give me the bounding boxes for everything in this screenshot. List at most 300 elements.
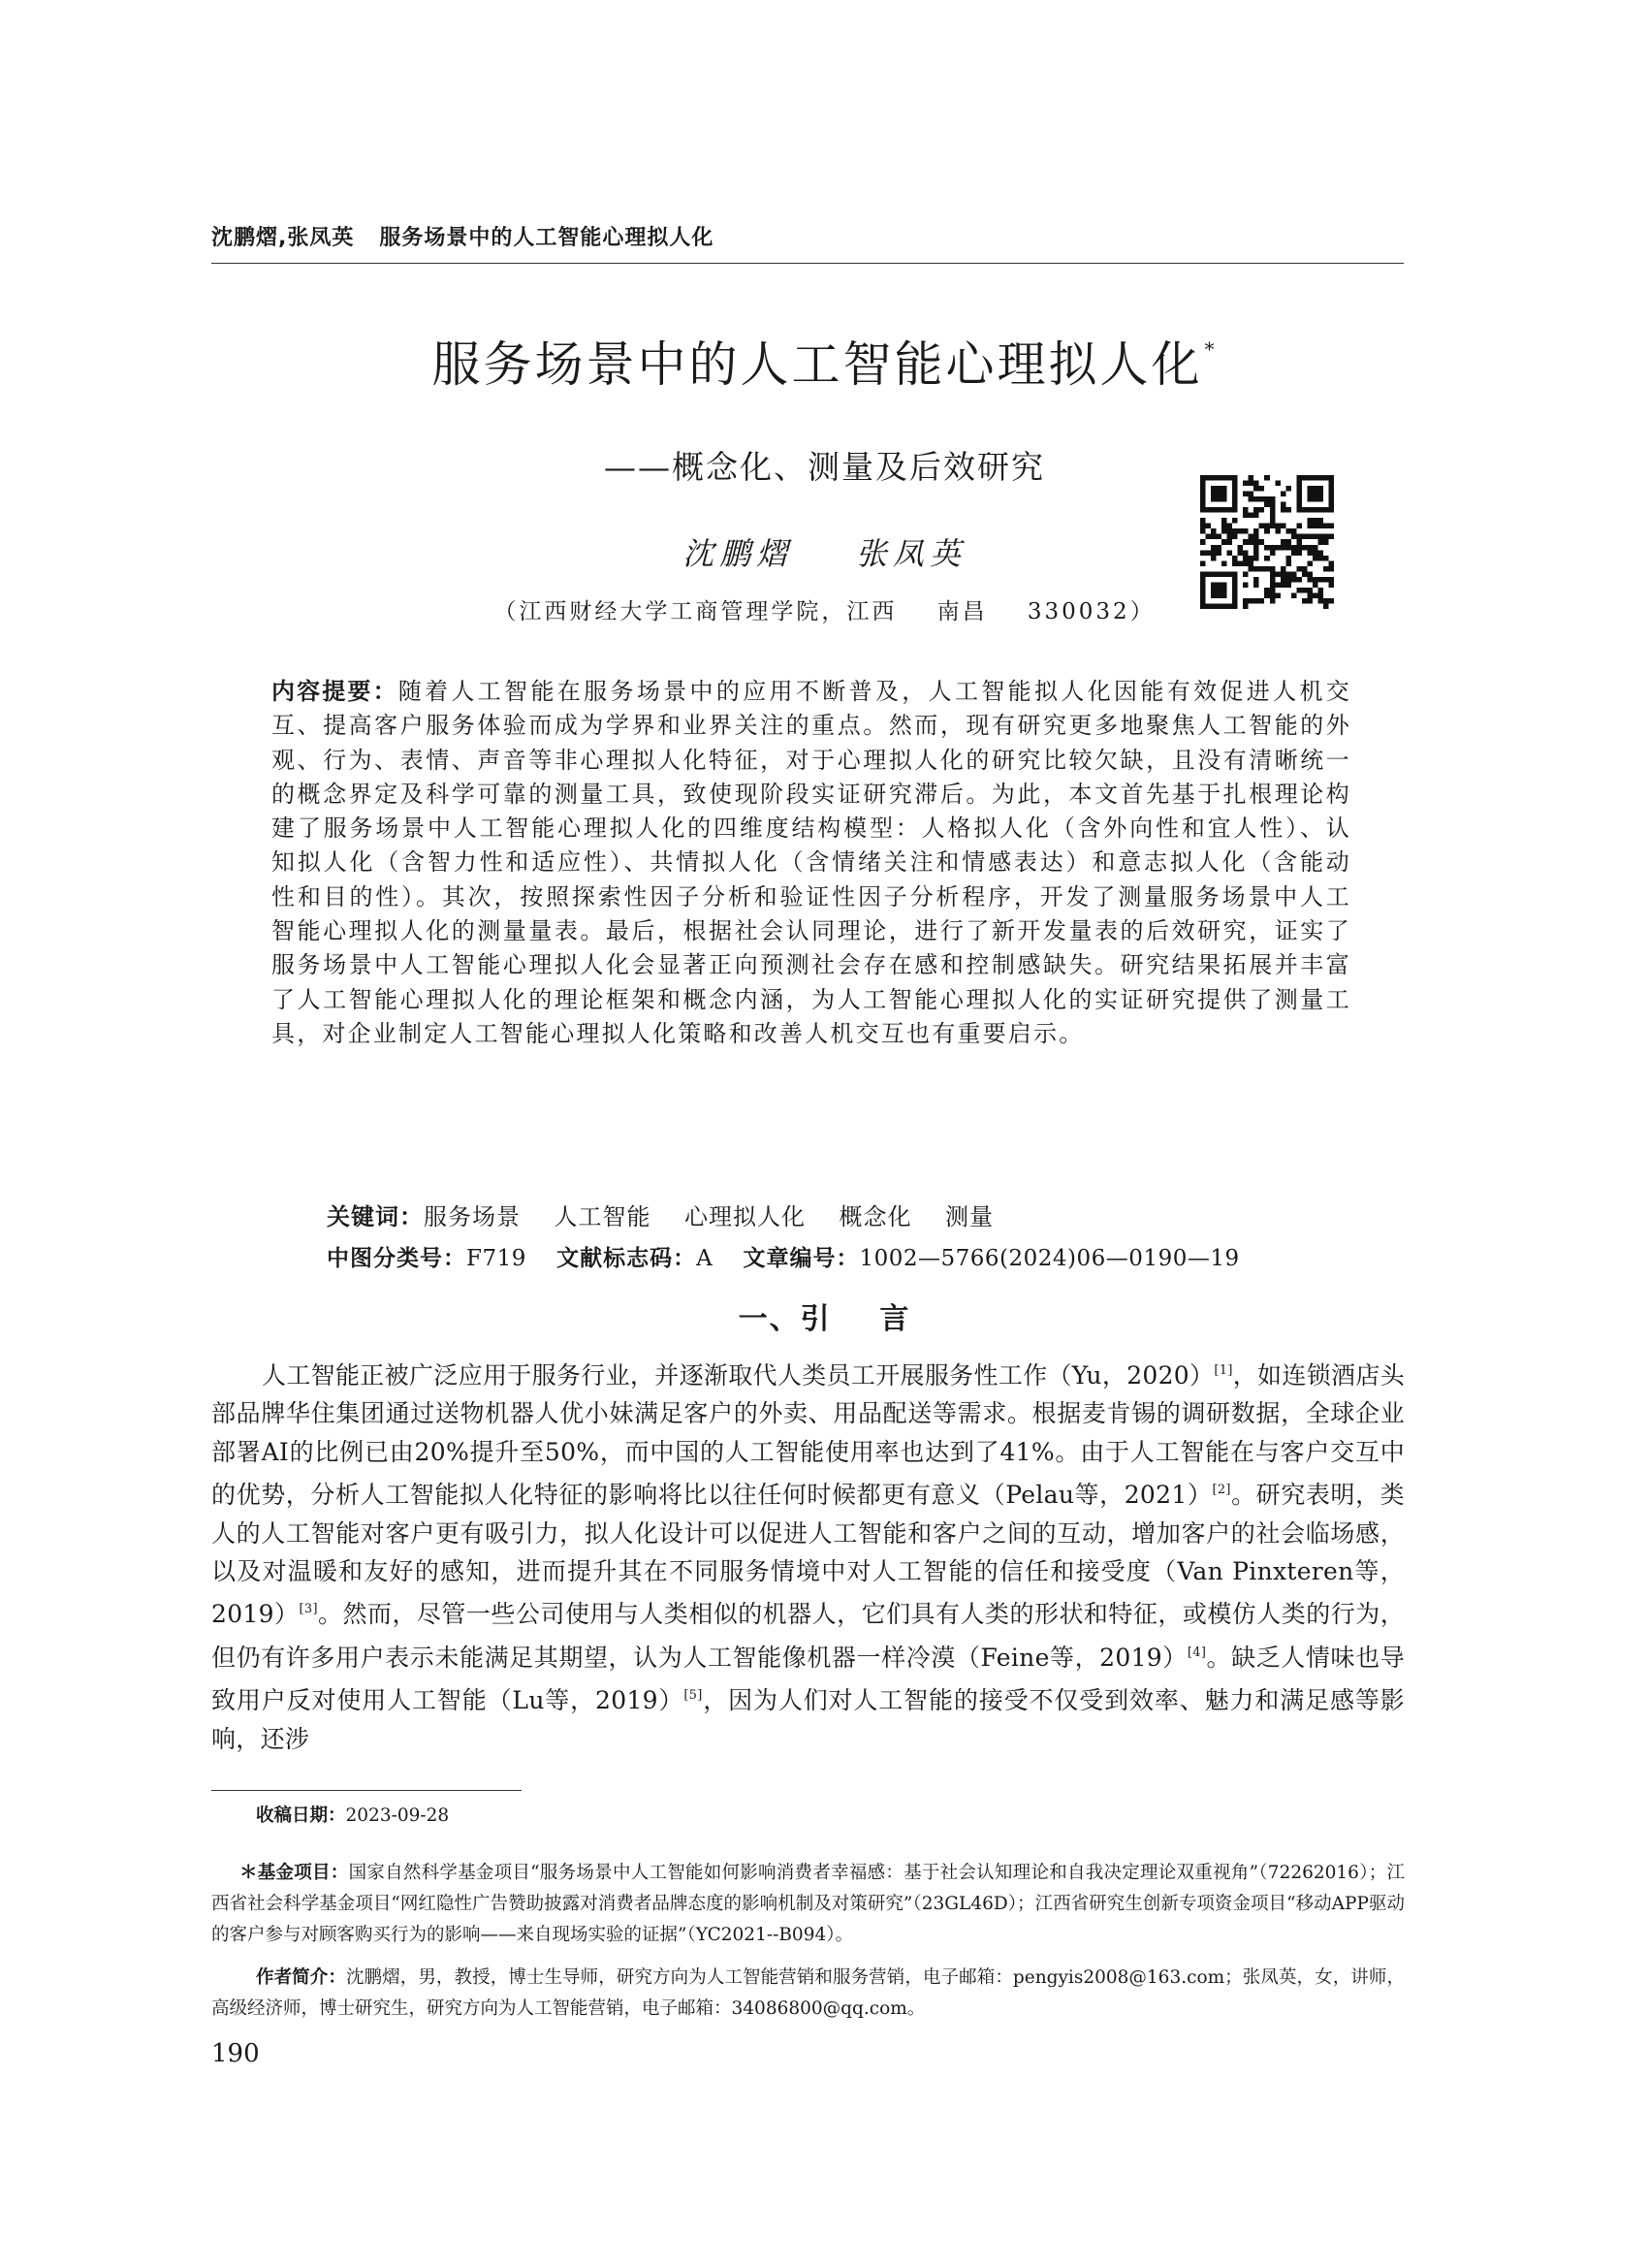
qr-module — [1296, 524, 1302, 529]
qr-module — [1243, 560, 1249, 566]
body-text-segment: 。研究表明，类人的人工智能对客户更有吸引力，拟人化设计可以促进人工智能和客户之间的互动，增加客户的社会临场感，以及对温暖和友好的感知，进而提升其在不同服务情境中对人工智能的信任和接受度（Van Pinxteren等，2019） — [211, 1481, 1405, 1629]
body-paragraph — [211, 1352, 1405, 1758]
qr-module — [1253, 513, 1259, 519]
qr-module — [1253, 556, 1259, 561]
clc-label: 中图分类号： — [327, 1246, 466, 1271]
qr-module — [1200, 577, 1206, 583]
qr-module — [1307, 545, 1313, 551]
qr-module — [1232, 528, 1238, 534]
qr-module — [1313, 582, 1318, 588]
qr-module — [1296, 502, 1302, 508]
qr-module — [1307, 475, 1313, 481]
qr-module — [1264, 502, 1270, 508]
qr-module — [1249, 560, 1254, 566]
qr-module — [1285, 577, 1291, 583]
qr-module — [1285, 571, 1291, 577]
qr-module — [1296, 588, 1302, 593]
qr-module — [1243, 513, 1249, 519]
qr-module — [1211, 486, 1217, 492]
qr-module — [1249, 539, 1254, 545]
qr-module — [1270, 577, 1276, 583]
qr-module — [1211, 545, 1217, 551]
qr-module — [1206, 571, 1212, 577]
qr-module — [1307, 592, 1313, 598]
qr-module — [1249, 496, 1254, 502]
qr-module — [1307, 560, 1313, 566]
qr-module — [1206, 507, 1212, 513]
qr-module — [1313, 545, 1318, 551]
qr-module — [1227, 539, 1233, 545]
qr-module — [1275, 571, 1281, 577]
qr-module — [1270, 566, 1276, 572]
received-date-note — [211, 1801, 1405, 1832]
clc-value: F719 — [466, 1246, 526, 1271]
qr-module — [1328, 534, 1334, 540]
qr-module — [1296, 539, 1302, 545]
paper-subtitle: ——概念化、测量及后效研究 — [604, 448, 1045, 486]
qr-module — [1243, 528, 1249, 534]
qr-module — [1200, 582, 1206, 588]
qr-module — [1296, 577, 1302, 583]
qr-module — [1211, 528, 1217, 534]
qr-module — [1307, 588, 1313, 593]
qr-module — [1253, 481, 1259, 487]
qr-module — [1296, 550, 1302, 556]
citation-ref[interactable]: [1] — [1214, 1363, 1233, 1378]
qr-module — [1264, 524, 1270, 529]
qr-module — [1217, 496, 1222, 502]
qr-module — [1275, 481, 1281, 487]
qr-module — [1253, 545, 1259, 551]
qr-module — [1211, 592, 1217, 598]
qr-module — [1221, 528, 1227, 534]
qr-module — [1200, 528, 1206, 534]
qr-module — [1259, 524, 1265, 529]
funding-note — [211, 1858, 1405, 1951]
qr-module — [1275, 592, 1281, 598]
qr-module — [1232, 560, 1238, 566]
qr-module — [1302, 534, 1308, 540]
qr-module — [1227, 507, 1233, 513]
qr-module — [1307, 496, 1313, 502]
body-text-segment: 人工智能正被广泛应用于服务行业，并逐渐取代人类员工开展服务性工作（Yu，2020） — [262, 1361, 1215, 1390]
title-footnote-mark: * — [1204, 337, 1218, 361]
qr-module — [1285, 539, 1291, 545]
qr-module — [1323, 598, 1329, 604]
qr-module — [1281, 545, 1286, 551]
qr-module — [1317, 524, 1323, 529]
author-bio-label: 作者简介： — [256, 1967, 346, 1988]
qr-module — [1221, 603, 1227, 609]
author-bio-text: 沈鹏熠，男，教授，博士生导师，研究方向为人工智能营销和服务营销，电子邮箱：pengyis2008@163.com；张凤英，女，讲师，高级经济师，博士研究生，研究方向为人工智能营销，电子邮箱：34086800@qq.com。 — [211, 1967, 1405, 2019]
qr-module — [1328, 492, 1334, 497]
qr-module — [1328, 486, 1334, 492]
qr-module — [1232, 507, 1238, 513]
qr-module — [1285, 507, 1291, 513]
qr-module — [1232, 603, 1238, 609]
qr-module — [1249, 492, 1254, 497]
qr-module — [1270, 513, 1276, 519]
qr-module — [1313, 556, 1318, 561]
qr-module — [1221, 560, 1227, 566]
qr-module — [1328, 524, 1334, 529]
qr-module — [1313, 518, 1318, 524]
qr-module — [1249, 513, 1254, 519]
qr-module — [1221, 539, 1227, 545]
qr-module — [1200, 592, 1206, 598]
qr-module — [1227, 475, 1233, 481]
qr-module — [1217, 550, 1222, 556]
article-number-label: 文章编号： — [743, 1246, 860, 1271]
qr-module — [1206, 524, 1212, 529]
qr-module — [1200, 598, 1206, 604]
qr-module — [1232, 492, 1238, 497]
qr-module — [1307, 524, 1313, 529]
qr-module — [1243, 481, 1249, 487]
qr-module — [1227, 550, 1233, 556]
doc-code-value: A — [696, 1246, 714, 1271]
qr-module — [1302, 588, 1308, 593]
classification-line — [327, 1240, 1240, 1272]
page-number: 190 — [211, 2039, 260, 2068]
qr-module — [1323, 539, 1329, 545]
qr-module — [1238, 550, 1244, 556]
qr-module — [1243, 571, 1249, 577]
qr-module — [1200, 507, 1206, 513]
qr-module — [1200, 475, 1206, 481]
qr-code-icon[interactable] — [1200, 475, 1334, 609]
qr-module — [1243, 492, 1249, 497]
qr-module — [1328, 496, 1334, 502]
qr-module — [1323, 524, 1329, 529]
affiliation: （江西财经大学工商管理学院，江西 南昌 330032） — [493, 599, 1156, 624]
qr-module — [1302, 571, 1308, 577]
paper-title — [0, 326, 1649, 396]
qr-module — [1227, 534, 1233, 540]
qr-module — [1270, 550, 1276, 556]
qr-module — [1275, 582, 1281, 588]
qr-module — [1200, 518, 1206, 524]
qr-module — [1281, 524, 1286, 529]
qr-module — [1200, 539, 1206, 545]
qr-module — [1328, 566, 1334, 572]
qr-module — [1307, 534, 1313, 540]
qr-module — [1281, 566, 1286, 572]
qr-module — [1243, 598, 1249, 604]
qr-module — [1270, 598, 1276, 604]
qr-module — [1302, 598, 1308, 604]
qr-module — [1232, 481, 1238, 487]
qr-module — [1221, 571, 1227, 577]
qr-module — [1275, 528, 1281, 534]
qr-module — [1217, 592, 1222, 598]
qr-module — [1232, 496, 1238, 502]
qr-module — [1232, 518, 1238, 524]
qr-module — [1211, 507, 1217, 513]
qr-module — [1253, 534, 1259, 540]
qr-module — [1307, 598, 1313, 604]
qr-module — [1206, 550, 1212, 556]
body-text-segment: 。缺乏人情味也导致用户反对使用人工智能（Lu等，2019） — [211, 1643, 1405, 1715]
qr-module — [1285, 545, 1291, 551]
qr-module — [1291, 545, 1297, 551]
received-date-value: 2023-09-28 — [345, 1805, 450, 1826]
qr-module — [1317, 492, 1323, 497]
qr-module — [1296, 475, 1302, 481]
qr-module — [1253, 486, 1259, 492]
qr-module — [1232, 534, 1238, 540]
qr-module — [1313, 524, 1318, 529]
qr-module — [1243, 582, 1249, 588]
qr-module — [1221, 592, 1227, 598]
qr-module — [1200, 481, 1206, 487]
abstract-label: 内容提要： — [271, 678, 398, 705]
citation-ref[interactable]: [3] — [299, 1602, 318, 1617]
qr-module — [1317, 507, 1323, 513]
qr-module — [1217, 603, 1222, 609]
qr-module — [1307, 550, 1313, 556]
qr-code-graphic — [1200, 475, 1334, 609]
qr-module — [1317, 486, 1323, 492]
footnote-divider — [211, 1790, 522, 1791]
citation-ref[interactable]: [2] — [1212, 1483, 1231, 1498]
qr-module — [1307, 518, 1313, 524]
qr-module — [1259, 598, 1265, 604]
qr-module — [1217, 588, 1222, 593]
qr-module — [1281, 492, 1286, 497]
abstract — [271, 675, 1351, 1051]
qr-module — [1200, 571, 1206, 577]
author-bio-note — [211, 1963, 1405, 2025]
qr-module — [1328, 475, 1334, 481]
qr-module — [1328, 507, 1334, 513]
qr-module — [1275, 524, 1281, 529]
qr-module — [1313, 592, 1318, 598]
qr-module — [1217, 582, 1222, 588]
qr-module — [1313, 534, 1318, 540]
qr-module — [1285, 486, 1291, 492]
qr-module — [1313, 486, 1318, 492]
qr-module — [1270, 588, 1276, 593]
qr-module — [1259, 496, 1265, 502]
qr-module — [1328, 582, 1334, 588]
author-names: 沈鹏熠 张凤英 — [682, 535, 967, 572]
doc-code-label: 文献标志码： — [556, 1246, 697, 1271]
qr-module — [1323, 534, 1329, 540]
qr-module — [1317, 534, 1323, 540]
qr-module — [1221, 507, 1227, 513]
qr-module — [1270, 518, 1276, 524]
qr-module — [1243, 507, 1249, 513]
qr-module — [1253, 528, 1259, 534]
qr-module — [1243, 603, 1249, 609]
qr-module — [1313, 550, 1318, 556]
qr-module — [1296, 534, 1302, 540]
qr-module — [1221, 475, 1227, 481]
keywords-text: 服务场景 人工智能 心理拟人化 概念化 测量 — [424, 1203, 995, 1230]
running-head-title: 服务场景中的人工智能心理拟人化 — [379, 226, 714, 250]
qr-module — [1270, 507, 1276, 513]
qr-module — [1302, 507, 1308, 513]
qr-module — [1307, 577, 1313, 583]
paper-title-text: 服务场景中的人工智能心理拟人化 — [431, 336, 1203, 393]
qr-module — [1211, 582, 1217, 588]
qr-module — [1285, 556, 1291, 561]
qr-module — [1313, 496, 1318, 502]
qr-module — [1323, 475, 1329, 481]
qr-module — [1264, 496, 1270, 502]
qr-module — [1221, 582, 1227, 588]
qr-module — [1307, 571, 1313, 577]
qr-module — [1307, 486, 1313, 492]
qr-module — [1200, 588, 1206, 593]
qr-module — [1317, 550, 1323, 556]
qr-module — [1206, 603, 1212, 609]
qr-module — [1249, 566, 1254, 572]
qr-module — [1291, 534, 1297, 540]
qr-module — [1243, 539, 1249, 545]
qr-module — [1211, 550, 1217, 556]
qr-module — [1200, 524, 1206, 529]
qr-module — [1232, 502, 1238, 508]
qr-module — [1328, 560, 1334, 566]
qr-module — [1232, 571, 1238, 577]
qr-module — [1259, 539, 1265, 545]
qr-module — [1328, 598, 1334, 604]
qr-module — [1211, 571, 1217, 577]
qr-module — [1221, 524, 1227, 529]
qr-module — [1323, 566, 1329, 572]
qr-module — [1232, 486, 1238, 492]
qr-module — [1317, 518, 1323, 524]
qr-module — [1217, 475, 1222, 481]
qr-module — [1296, 545, 1302, 551]
qr-module — [1217, 545, 1222, 551]
qr-module — [1264, 528, 1270, 534]
qr-module — [1249, 534, 1254, 540]
qr-module — [1232, 588, 1238, 593]
qr-module — [1206, 475, 1212, 481]
qr-module — [1313, 507, 1318, 513]
qr-module — [1270, 524, 1276, 529]
qr-module — [1317, 475, 1323, 481]
qr-module — [1281, 539, 1286, 545]
qr-module — [1227, 528, 1233, 534]
qr-module — [1227, 571, 1233, 577]
qr-module — [1328, 577, 1334, 583]
qr-module — [1264, 556, 1270, 561]
qr-module — [1270, 545, 1276, 551]
qr-module — [1200, 502, 1206, 508]
qr-module — [1313, 492, 1318, 497]
qr-module — [1285, 560, 1291, 566]
qr-module — [1238, 560, 1244, 566]
qr-module — [1253, 550, 1259, 556]
running-head-authors: 沈鹏熠,张凤英 — [211, 226, 355, 250]
citation-ref[interactable]: [5] — [683, 1688, 703, 1704]
qr-module — [1307, 507, 1313, 513]
qr-module — [1291, 528, 1297, 534]
qr-module — [1232, 598, 1238, 604]
qr-module — [1317, 496, 1323, 502]
qr-module — [1281, 577, 1286, 583]
qr-module — [1328, 481, 1334, 487]
qr-module — [1323, 507, 1329, 513]
qr-module — [1317, 598, 1323, 604]
qr-module — [1281, 571, 1286, 577]
qr-module — [1281, 507, 1286, 513]
qr-module — [1291, 577, 1297, 583]
qr-module — [1264, 588, 1270, 593]
qr-module — [1302, 545, 1308, 551]
qr-module — [1243, 550, 1249, 556]
qr-module — [1317, 556, 1323, 561]
running-head — [211, 221, 714, 251]
funding-text: 国家自然科学基金项目“服务场景中人工智能如何影响消费者幸福感：基于社会认知理论和自我决定理论双重视角”（72262016）；江西省社会科学基金项目“网红隐性广告赞助披露对消费者品牌态度的影响机制及对策研究”（23GL46D）；江西省研究生创新专项资金项目“移动APP驱动的客户参与对顾客购买行为的影响——来自现场实验的证据”（YC2021--B094）。 — [211, 1863, 1405, 1945]
qr-module — [1211, 492, 1217, 497]
qr-module — [1296, 496, 1302, 502]
qr-module — [1221, 492, 1227, 497]
qr-module — [1291, 550, 1297, 556]
qr-module — [1227, 603, 1233, 609]
qr-module — [1232, 556, 1238, 561]
qr-module — [1232, 577, 1238, 583]
qr-module — [1253, 582, 1259, 588]
body-text-segment: 。然而，尽管一些公司使用与人类相似的机器人，它们具有人类的形状和特征，或模仿人类的行为，但仍有许多用户表示未能满足其期望，认为人工智能像机器一样冷漠（Feine等，2019） — [211, 1600, 1405, 1672]
qr-module — [1307, 492, 1313, 497]
qr-module — [1200, 603, 1206, 609]
qr-module — [1253, 598, 1259, 604]
qr-module — [1217, 507, 1222, 513]
qr-module — [1211, 588, 1217, 593]
qr-module — [1285, 582, 1291, 588]
qr-module — [1221, 588, 1227, 593]
qr-module — [1211, 556, 1217, 561]
qr-module — [1232, 582, 1238, 588]
qr-module — [1259, 566, 1265, 572]
received-date-label: 收稿日期： — [256, 1805, 346, 1826]
qr-module — [1296, 507, 1302, 513]
qr-module — [1313, 577, 1318, 583]
qr-module — [1217, 492, 1222, 497]
qr-module — [1296, 481, 1302, 487]
qr-module — [1264, 475, 1270, 481]
qr-module — [1232, 475, 1238, 481]
qr-module — [1200, 496, 1206, 502]
qr-module — [1243, 556, 1249, 561]
funding-label: ＊基金项目： — [239, 1863, 349, 1883]
qr-module — [1302, 475, 1308, 481]
qr-module — [1270, 496, 1276, 502]
qr-module — [1238, 545, 1244, 551]
qr-module — [1211, 496, 1217, 502]
qr-module — [1211, 475, 1217, 481]
qr-module — [1253, 566, 1259, 572]
qr-module — [1200, 492, 1206, 497]
body-text-segment: ，如连锁酒店头部品牌华住集团通过送物机器人优小妹满足客户的外卖、用品配送等需求。根据麦肯锡的调研数据，全球企业部署AI的比例已由20%提升至50%，而中国的人工智能使用率也达到了41%。由于人工智能在与客户交互中的优势，分析人工智能拟人化特征的影响将比以往任何时候都更有意义（Pelau等，2021） — [211, 1361, 1405, 1510]
qr-module — [1221, 486, 1227, 492]
qr-module — [1275, 545, 1281, 551]
citation-ref[interactable]: [4] — [1187, 1645, 1207, 1660]
qr-module — [1317, 588, 1323, 593]
qr-module — [1270, 592, 1276, 598]
qr-module — [1296, 566, 1302, 572]
keywords — [327, 1198, 994, 1231]
qr-module — [1253, 539, 1259, 545]
qr-module — [1217, 571, 1222, 577]
qr-module — [1317, 592, 1323, 598]
qr-module — [1291, 571, 1297, 577]
